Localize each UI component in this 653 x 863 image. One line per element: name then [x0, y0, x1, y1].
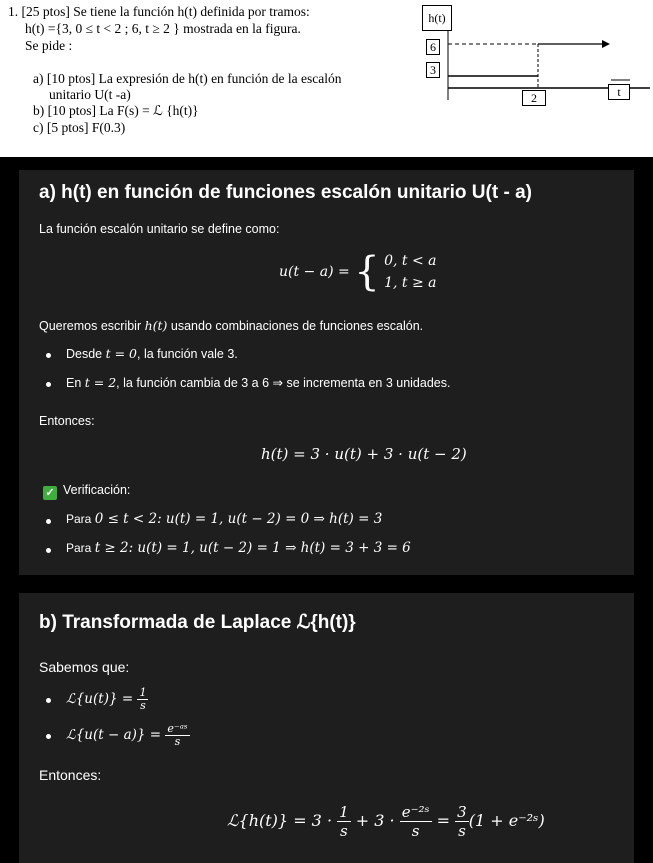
laplace-1-num: 1	[139, 686, 147, 699]
part-b-then: Entonces:	[39, 767, 102, 783]
graph-x-tick-label: 2	[522, 90, 546, 106]
verify-2-pre: Para	[66, 541, 95, 555]
graph-level-high-label: 6	[426, 39, 440, 55]
bullet-2-pre: En	[66, 376, 85, 390]
problem-line-3: Se pide :	[25, 38, 73, 53]
problem-statement	[0, 0, 653, 157]
problem-line-2: h(t) ={3, 0 ≤ t < 2 ; 6, t ≥ 2 } mostrada en la figura.	[25, 21, 301, 36]
verification-case-2	[66, 540, 411, 556]
verification-case-1	[66, 511, 382, 527]
problem-item-b: b) [10 ptos] La F(s) = ℒ {h(t)}	[33, 103, 199, 118]
part-a-goal	[39, 318, 423, 333]
result-f3-num: 3	[457, 803, 467, 821]
problem-item-c: c) [5 ptos] F(0.3)	[33, 120, 126, 135]
result-tail: (1 + e⁻²ˢ)	[468, 811, 545, 830]
graph-y-label: h(t)	[422, 5, 452, 31]
definition-cases	[384, 250, 436, 294]
part-b-result	[227, 803, 545, 840]
graph-level-low-label: 3	[426, 62, 440, 78]
verify-1-pre: Para	[66, 512, 95, 526]
goal-text-pre: Queremos escribir	[39, 319, 145, 333]
result-f1-den: s	[340, 822, 348, 840]
laplace-2-fraction	[165, 723, 189, 748]
part-a-panel	[19, 170, 634, 575]
part-a-then: Entonces:	[39, 414, 95, 428]
part-a-title: a) h(t) en función de funciones escalón unitario U(t - a)	[39, 182, 532, 203]
laplace-2-den: s	[174, 735, 181, 748]
result-lhs: ℒ{h(t)} = 3 ·	[227, 811, 333, 830]
problem-item-a: a) [10 ptos] La expresión de h(t) en función de la escalón	[33, 71, 342, 86]
laplace-shifted-step	[66, 723, 190, 748]
bullet-1-math: t = 0	[105, 346, 138, 361]
laplace-unit-step	[66, 687, 148, 712]
bullet-marker	[46, 734, 51, 739]
laplace-2-num: e⁻ᵃˢ	[167, 722, 188, 735]
bullet-marker	[46, 382, 51, 387]
bullet-marker	[46, 519, 51, 524]
verify-1-math: 0 ≤ t < 2: u(t) = 1, u(t − 2) = 0 ⇒ h(t) = 3	[94, 511, 383, 527]
bullet-1-pre: Desde	[66, 347, 106, 361]
result-f1-num: 1	[339, 803, 349, 821]
result-f2-num: e⁻²ˢ	[401, 803, 430, 821]
part-a-bullet-1	[66, 346, 238, 361]
result-fraction-1	[337, 803, 351, 840]
verification-heading	[43, 483, 130, 500]
part-a-bullet-2	[66, 375, 450, 390]
bullet-2-post: , la función cambia de 3 a 6 ⇒ se incrementa en 3 unidades.	[116, 376, 451, 390]
goal-math: h(t)	[144, 318, 168, 333]
bullet-marker	[46, 353, 51, 358]
graph-x-label: t	[608, 84, 630, 100]
result-f3-den: s	[458, 822, 466, 840]
laplace-1-fraction	[137, 687, 148, 712]
definition-case-2: 1, t ≥ a	[384, 275, 437, 291]
problem-line-1: 1. [25 ptos] Se tiene la función h(t) definida por tramos:	[8, 4, 310, 19]
result-equals: =	[436, 811, 451, 830]
part-a-intro: La función escalón unitario se define como:	[39, 222, 280, 236]
laplace-1-den: s	[140, 699, 146, 712]
definition-case-1: 0, t < a	[384, 253, 437, 269]
definition-brace: {	[354, 249, 380, 295]
problem-item-a-cont: unitario U(t -a)	[49, 87, 131, 102]
verify-2-math: t ≥ 2: u(t) = 1, u(t − 2) = 1 ⇒ h(t) = 3 + 3 = 6	[94, 540, 411, 556]
bullet-1-post: , la función vale 3.	[137, 347, 238, 361]
result-fraction-3	[455, 803, 469, 840]
result-mid: + 3 ·	[355, 811, 395, 830]
bullet-2-math: t = 2	[84, 375, 117, 390]
part-a-result: h(t) = 3 · u(t) + 3 · u(t − 2)	[261, 445, 467, 463]
result-f2-den: s	[411, 822, 420, 840]
result-fraction-2	[400, 803, 432, 840]
step-function-graph	[398, 0, 653, 157]
bullet-marker	[46, 548, 51, 553]
check-icon: ✓	[43, 486, 57, 500]
definition-lhs: u(t − a) =	[279, 264, 350, 280]
goal-text-post: usando combinaciones de funciones escalón.	[167, 319, 424, 333]
arrow-head	[602, 40, 610, 48]
part-b-title: b) Transformada de Laplace ℒ{h(t)}	[39, 612, 356, 633]
unit-step-definition	[279, 250, 437, 294]
part-b-panel	[19, 593, 634, 863]
part-b-known: Sabemos que:	[39, 659, 130, 675]
verification-label: Verificación:	[63, 483, 131, 497]
laplace-1-lhs: ℒ{u(t)} =	[66, 691, 134, 707]
laplace-2-lhs: ℒ{u(t − a)} =	[66, 727, 162, 743]
bullet-marker	[46, 698, 51, 703]
